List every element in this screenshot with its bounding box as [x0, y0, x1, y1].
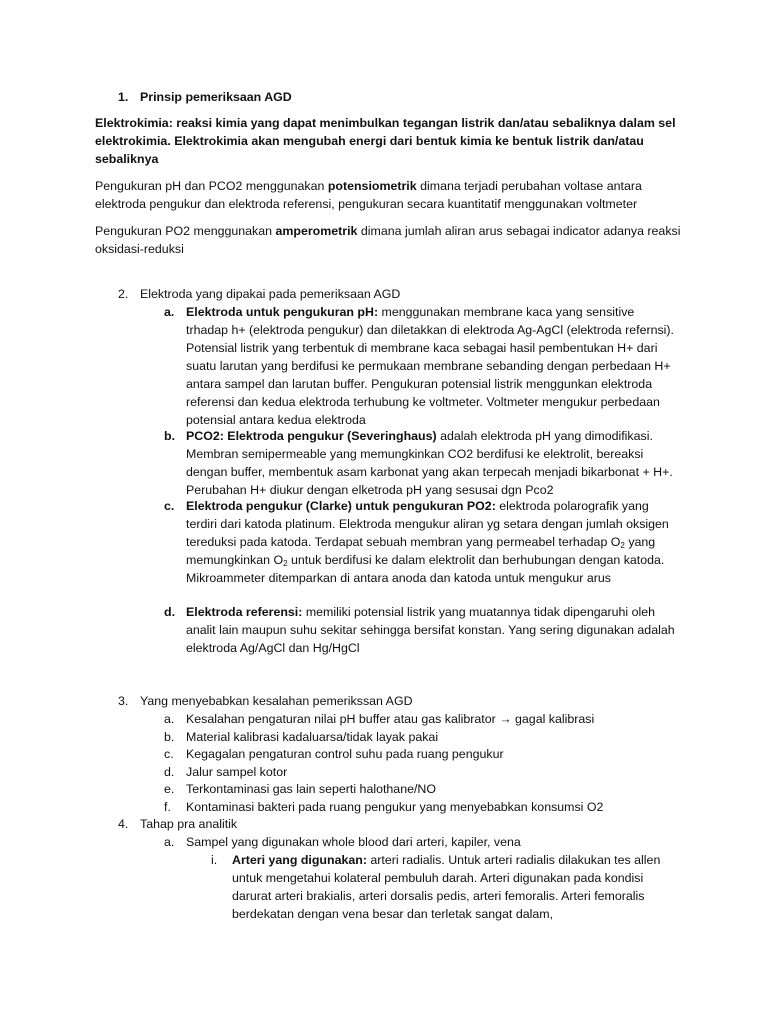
- arteri-title: Arteri yang digunakan:: [232, 853, 367, 867]
- section-1-number: 1.: [118, 90, 129, 104]
- section-2-number: 2.: [118, 287, 129, 301]
- electrode-pco2-title: PCO2: Elektroda pengukur (Severinghaus): [186, 429, 437, 443]
- section-3-heading: [0, 692, 768, 710]
- electrode-po2-title: Elektroda pengukur (Clarke) untuk pengukuran PO2:: [186, 499, 496, 513]
- section-1-heading: [0, 88, 768, 106]
- amperometrik-term: amperometrik: [275, 224, 358, 238]
- amperometrik-paragraph: Pengukuran PO2 menggunakan amperometrik dimana jumlah aliran arus sebagai indicator adanya reaksi oksidasi-reduksi: [95, 224, 681, 256]
- potensiometrik-term: potensiometrik: [327, 179, 417, 193]
- section-4-heading: [0, 815, 768, 833]
- section-2-heading: [0, 285, 768, 303]
- potensiometrik-paragraph: Pengukuran pH dan PCO2 menggunakan potensiometrik dimana terjadi perubahan voltase antara elektroda pengukur dan elektroda referensi, pengukuran secara kuantitatif menggunakan voltmeter: [95, 179, 642, 211]
- section-3-title: Yang menyebabkan kesalahan pemerikssan AGD: [140, 694, 413, 708]
- electrode-reference-title: Elektroda referensi:: [186, 605, 303, 619]
- section-2-title: Elektroda yang dipakai pada pemeriksaan AGD: [140, 287, 401, 301]
- section-3-number: 3.: [118, 694, 129, 708]
- section-4-title: Tahap pra analitik: [140, 817, 238, 831]
- document-page: 1. Prinsip pemeriksaan AGD Elektrokimia: reaksi kimia yang dapat menimbulkan tegangan listrik dan/atau sebaliknya dalam sel elektrokimia. Elektrokimia akan mengubah energi dari bentuk kimia ke bentuk listrik dan/atau sebaliknya Pengukuran pH dan PCO2 menggunakan potensiometrik dimana terjadi perubahan voltase antara elektroda pengukur dan elektroda referensi, pengukuran secara kuantitatif menggunakan voltmeter Pengukuran PO2 menggunakan amperometrik dimana jumlah aliran arus sebagai indicator adanya reaksi oksidasi-reduksi 2. Elektroda yang dipakai pada pemeriksaan AGD a. Elektroda untuk pengukuran pH: menggunakan membrane kaca yang sensitive trhadap h+ (elektroda pengukur) dan diletakkan di elektroda Ag-AgCl (elektroda refernsi). Potensial listrik yang terbentuk di membrane kaca sebagai hasil pembentukan H+ dari suatu larutan yang berdifusi ke permukaan membrane sebanding dengan perbedaan H+ antara sampel dan larutan buffer. Pengukuran potensial listrik menggunkan elektroda referensi dan kedua elektroda terhubung ke voltmeter. Voltmeter mengukur perbedaan potensial antara kedua elektroda b. PCO2: Elektroda pengukur (Severinghaus) adalah elektroda pH yang dimodifikasi. Membran semipermeable yang memungkinkan CO2 berdifusi ke elektrolit, bereaksi dengan buffer, membentuk asam karbonat yang akan terpecah menjadi bikarbonat + H+. Perubahan H+ diukur dengan elketroda pH yang sesusai dgn Pco2 c. Elektroda pengukur (Clarke) untuk pengukuran PO2: elektroda polarografik yang terdiri dari katoda platinum. Elektroda mengukur aliran yg setara dengan jumlah oksigen tereduksi pada katoda. Terdapat sebuah membran yang permeabel terhadap $O_2$ yang memungkinkan $O_2$ untuk berdifusi ke dalam elektrolit dan berhubungan dengan katoda. Mikroammeter ditemparkan di antara anoda dan katoda untuk mengukur arus d. Elektroda referensi: memiliki potensial listrik yang muatannya tidak dipengaruhi oleh analit lain maupun suhu sekitar sehingga bersifat konstan. Yang sering digunakan adalah elektroda Ag/AgCl dan Hg/HgCl 3. Yang menyebabkan kesalahan pemerikssan AGD a. Kesalahan pengaturan nilai pH buffer atau gas kalibrator → gagal kalibrasi b. Material kalibrasi kadaluarsa/tidak layak pakai c. Kegagalan pengaturan control suhu pada ruang pengukur d. Jalur sampel kotor e. Terkontaminasi gas lain seperti halothane/NO f. Kontaminasi bakteri pada ruang pengukur yang menyebabkan konsumsi O2 4. Tahap pra analitik a. Sampel yang digunakan whole blood dari arteri, kapiler, vena i. Arteri yang digunakan: arteri radialis. Untuk arteri radialis dilakukan tes allen untuk mengetahui kolateral pembuluh darah. Arteri digunakan pada kondisi darurat arteri brakialis, arteri dorsalis pedis, arteri femoralis. Arteri femoralis berdekatan dengan vena besar dan terletak sangat dalam,: [0, 0, 768, 1024]
- section-1-title: Prinsip pemeriksaan AGD: [140, 90, 292, 104]
- elektrokimia-paragraph: Elektrokimia: reaksi kimia yang dapat menimbulkan tegangan listrik dan/atau sebaliknya dalam sel elektrokimia. Elektrokimia akan mengubah energi dari bentuk kimia ke bentuk listrik dan/atau sebaliknya: [95, 116, 676, 166]
- electrode-ph-title: Elektroda untuk pengukuran pH:: [186, 305, 379, 319]
- section-4-number: 4.: [118, 817, 129, 831]
